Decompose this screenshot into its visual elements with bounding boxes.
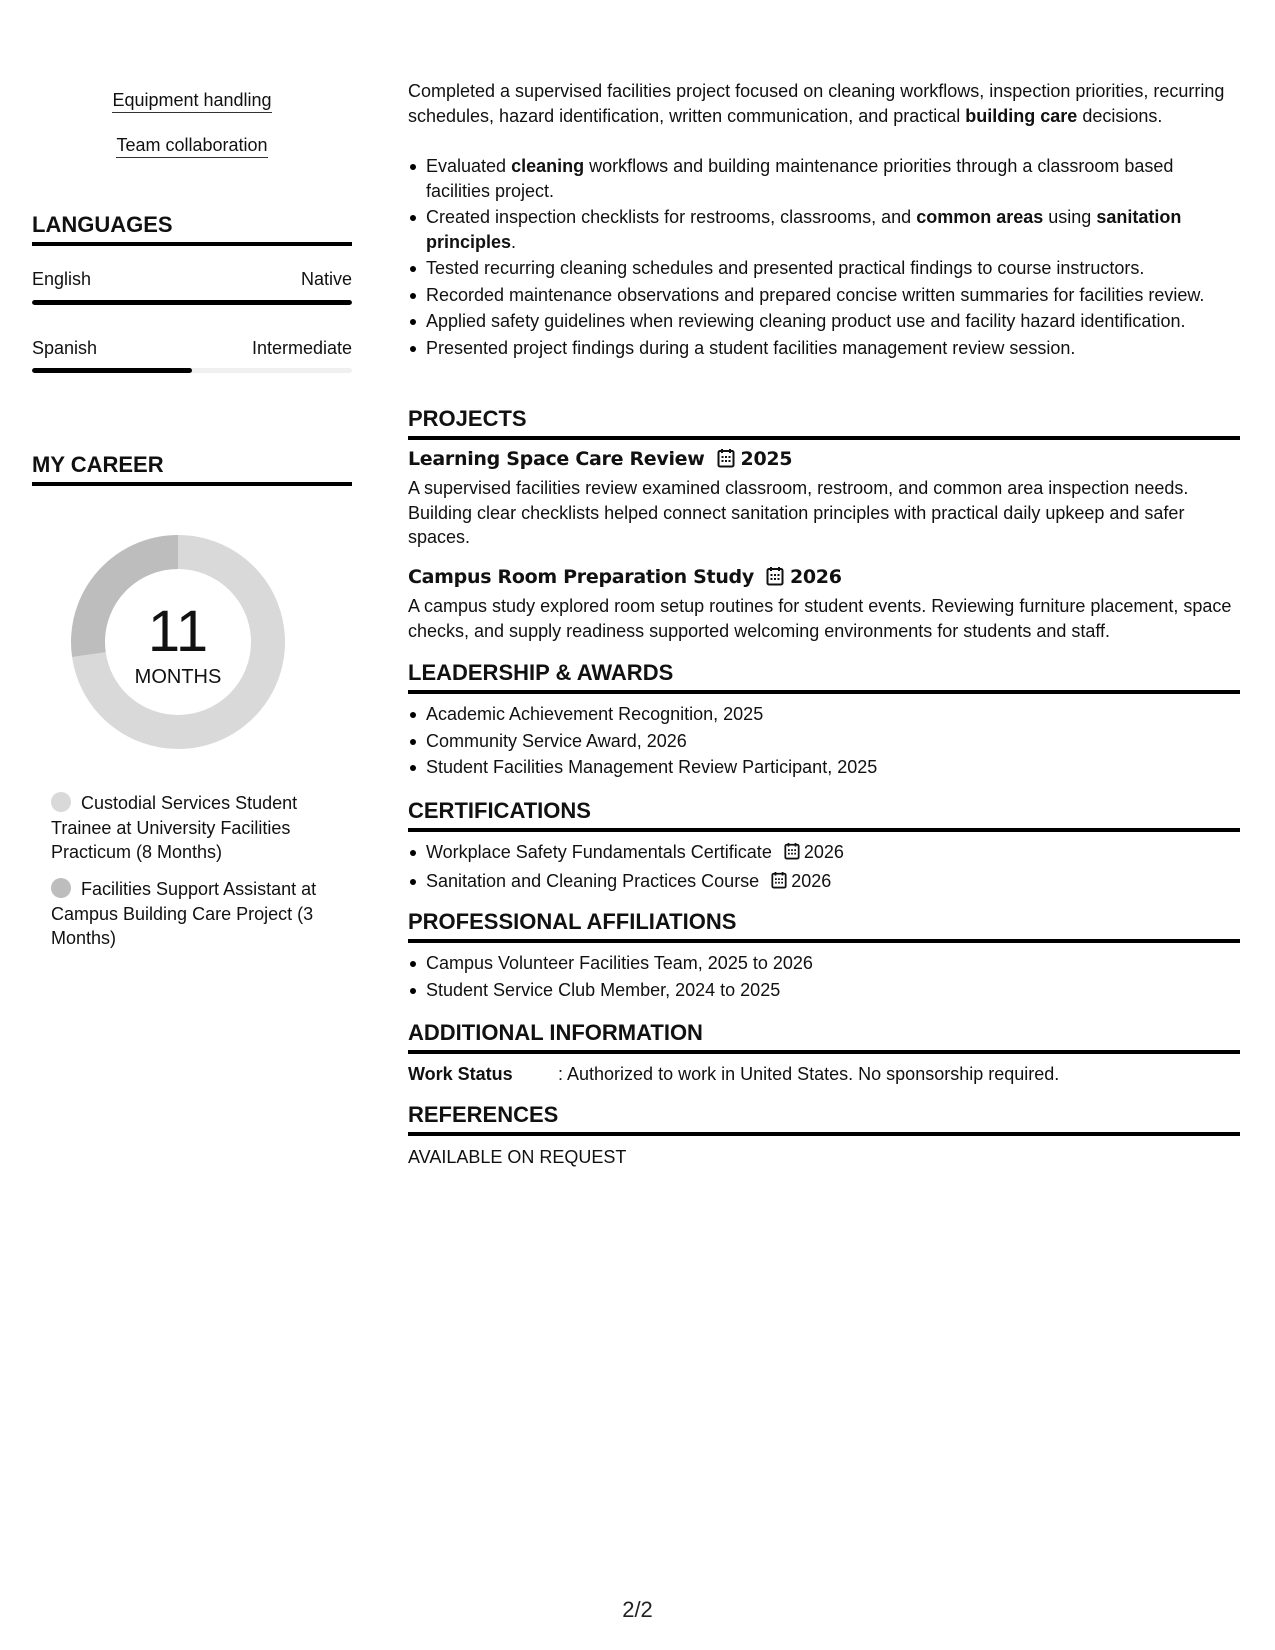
bullet-text: Evaluated (426, 156, 512, 176)
language-proficiency-fill (32, 368, 192, 373)
project-description: A supervised facilities review examined classroom, restroom, and common area inspection needs. Building clear checklists helped connect sanitation principles with practical daily upkeep and safer spaces. (408, 478, 1189, 547)
additional-info-heading: ADDITIONAL INFORMATION (408, 1020, 1240, 1054)
language-row (32, 269, 352, 289)
summary-keyword: building care (965, 105, 1078, 126)
bullet-text: . (511, 231, 517, 252)
work-status-row (408, 1062, 1240, 1086)
project-year: 2026 (789, 566, 842, 588)
bullet-item: Recorded maintenance observations and prepared concise written summaries for facilities review. (408, 283, 1240, 308)
certification-year: 2026 (791, 870, 832, 891)
languages-heading: LANGUAGES (32, 212, 352, 246)
career-color-dot (51, 792, 71, 812)
career-item (51, 877, 321, 951)
language-level: Intermediate (251, 338, 352, 358)
affiliation-item: Campus Volunteer Facilities Team, 2025 to 2026 (408, 951, 1240, 976)
projects-heading: PROJECTS (408, 406, 1240, 440)
bullet-item (408, 154, 1240, 203)
bullet-item: Presented project findings during a student facilities management review session. (408, 336, 1240, 361)
certifications-list (408, 840, 1240, 897)
career-heading: MY CAREER (32, 452, 352, 486)
certification-name: Workplace Safety Fundamentals Certificate (426, 842, 772, 862)
language-level: Native (300, 269, 352, 289)
language-proficiency-bar (32, 368, 352, 373)
bullet-keyword: common areas (916, 207, 1044, 227)
project-name: Campus Room Preparation Study (408, 566, 754, 588)
work-status-value: : Authorized to work in United States. No sponsorship required. (558, 1064, 1060, 1084)
certification-name: Sanitation and Cleaning Practices Course (426, 870, 760, 891)
award-item: Academic Achievement Recognition, 2025 (408, 702, 1240, 727)
career-donut-chart (66, 530, 290, 754)
references-text: AVAILABLE ON REQUEST (408, 1147, 627, 1167)
skill-tag (32, 134, 352, 156)
skill-tag (32, 89, 352, 111)
calendar-icon (766, 566, 784, 592)
career-item-text: Custodial Services Student Trainee at University Facilities Practicum (8 Months) (51, 793, 298, 862)
summary-text-end: decisions. (1077, 105, 1163, 126)
career-item (51, 791, 321, 865)
page-number: 2/2 (622, 1597, 653, 1622)
certification-year: 2026 (803, 842, 844, 862)
bullet-keyword: cleaning (511, 156, 585, 176)
career-total-unit: MONTHS (134, 666, 222, 688)
experience-bullets (408, 154, 1240, 362)
bullet-item (408, 205, 1240, 254)
certification-item (408, 869, 1240, 896)
calendar-icon (717, 448, 735, 474)
project-title (408, 565, 842, 592)
bullet-keyword: sanitation principles (426, 207, 1182, 252)
bullet-text: Created inspection checklists for restrooms, classrooms, and (426, 207, 917, 227)
calendar-icon (771, 871, 787, 896)
summary-text: Completed a supervised facilities project focused on cleaning workflows, inspection priorities, recurring schedules, hazard identification, written communication, and practical (408, 81, 1225, 126)
career-color-dot (51, 878, 71, 898)
affiliations-list (408, 951, 1240, 1004)
certifications-heading: CERTIFICATIONS (408, 798, 1240, 832)
leadership-heading: LEADERSHIP & AWARDS (408, 660, 1240, 694)
language-proficiency-bar (32, 300, 352, 305)
project-title (408, 447, 792, 474)
work-status-label: Work Status (408, 1064, 513, 1084)
award-item: Student Facilities Management Review Participant, 2025 (408, 755, 1240, 780)
bullet-item: Tested recurring cleaning schedules and presented practical findings to course instructors. (408, 256, 1240, 281)
calendar-icon (784, 842, 800, 867)
skill-label: Equipment handling (112, 90, 271, 113)
project-description: A campus study explored room setup routines for student events. Reviewing furniture placement, space checks, and supply readiness supported welcoming environments for students and staff. (408, 596, 1232, 641)
project-name: Learning Space Care Review (408, 448, 705, 470)
affiliation-item: Student Service Club Member, 2024 to 2025 (408, 978, 1240, 1003)
bullet-text: using (1043, 207, 1097, 227)
leadership-list (408, 702, 1240, 782)
language-proficiency-fill (32, 300, 352, 305)
certification-item (408, 840, 1240, 867)
project-year: 2025 (740, 448, 793, 470)
skill-label: Team collaboration (116, 135, 267, 158)
bullet-item: Applied safety guidelines when reviewing cleaning product use and facility hazard identification. (408, 309, 1240, 334)
language-row (32, 338, 352, 358)
award-item: Community Service Award, 2026 (408, 729, 1240, 754)
references-heading: REFERENCES (408, 1102, 1240, 1136)
language-name: Spanish (32, 338, 98, 358)
career-total-value: 11 (147, 599, 209, 664)
bullet-text: workflows and building maintenance priorities through a classroom based facilities project. (426, 156, 1174, 201)
language-name: English (32, 269, 92, 289)
experience-summary (408, 79, 1240, 128)
affiliations-heading: PROFESSIONAL AFFILIATIONS (408, 909, 1240, 943)
career-item-text: Facilities Support Assistant at Campus Building Care Project (3 Months) (51, 879, 317, 948)
